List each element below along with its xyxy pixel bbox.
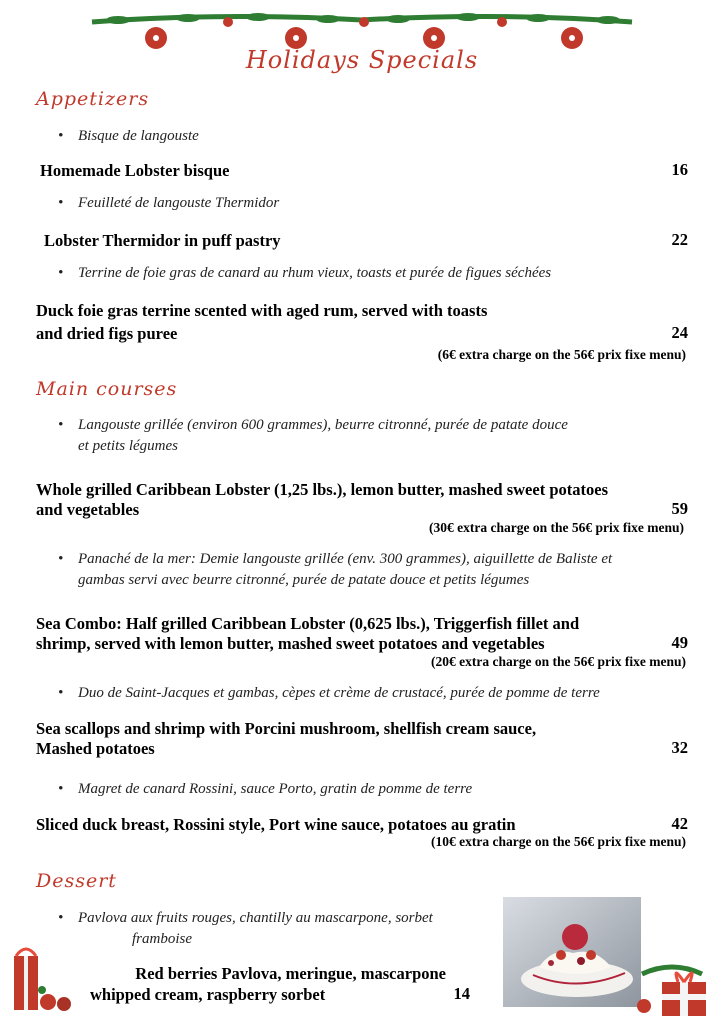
section-heading-appetizers: Appetizers xyxy=(36,88,150,110)
menu-item-french-description: • Bisque de langouste xyxy=(58,128,199,144)
menu-item-french-description: • Magret de canard Rossini, sauce Porto, gratin de pomme de terre xyxy=(58,781,473,797)
menu-item-english-name: Duck foie gras terrine scented with aged rum, served with toasts xyxy=(36,301,488,320)
menu-item-english-name: Red berries Pavlova, meringue, mascarpone xyxy=(135,964,446,983)
menu-item-english-name: Homemade Lobster bisque xyxy=(40,161,230,180)
supplement-note: (20€ extra charge on the 56€ prix fixe menu) xyxy=(431,654,686,669)
menu-item-english-name: Sliced duck breast, Rossini style, Port wine sauce, potatoes au gratin xyxy=(36,815,516,834)
menu-item-english-name: Sea Combo: Half grilled Caribbean Lobster (0,625 lbs.), Triggerfish fillet and xyxy=(36,614,580,633)
supplement-note: (6€ extra charge on the 56€ prix fixe menu) xyxy=(437,347,686,362)
menu-item-price: 24 xyxy=(671,323,688,342)
menu-item-french-description-continued: et petits légumes xyxy=(78,438,178,454)
menu-item-price: 32 xyxy=(671,738,688,757)
menu-item-english-name-continued: Mashed potatoes xyxy=(36,739,155,758)
supplement-note: (10€ extra charge on the 56€ prix fixe menu) xyxy=(431,834,686,849)
menu-item-english-name-continued: shrimp, served with lemon butter, mashed sweet potatoes and vegetables xyxy=(36,634,545,653)
menu-item-english-name-continued: whipped cream, raspberry sorbet xyxy=(90,985,326,1004)
menu-item-english-name-continued: and vegetables xyxy=(36,500,140,519)
section-heading-dessert: Dessert xyxy=(36,870,117,892)
menu-item-french-description: • Pavlova aux fruits rouges, chantilly au mascarpone, sorbet xyxy=(58,910,433,926)
menu-item-french-description: • Feuilleté de langouste Thermidor xyxy=(58,195,280,211)
menu-title: Holidays Specials xyxy=(245,46,479,74)
menu-item-price: 49 xyxy=(671,633,688,652)
menu-item-price: 22 xyxy=(671,230,688,249)
menu-item-english-name: Lobster Thermidor in puff pastry xyxy=(44,231,281,250)
menu-item-french-description-continued: framboise xyxy=(132,931,192,947)
supplement-note: (30€ extra charge on the 56€ prix fixe menu) xyxy=(429,520,684,535)
menu-item-price: 14 xyxy=(453,984,470,1003)
menu-item-french-description: • Langouste grillée (environ 600 grammes), beurre citronné, purée de patate douce xyxy=(58,417,568,433)
menu-item-price: 16 xyxy=(671,160,688,179)
menu-item-french-description: • Panaché de la mer: Demie langouste grillée (env. 300 grammes), aiguillette de Baliste et xyxy=(58,551,613,567)
christmas-gift-decoration-icon xyxy=(632,954,718,1016)
menu-item-french-description: • Duo de Saint-Jacques et gambas, cèpes et crème de crustacé, purée de pomme de terre xyxy=(58,685,600,701)
menu-item-price: 59 xyxy=(671,499,688,518)
menu-item-english-name: Sea scallops and shrimp with Porcini mushroom, shellfish cream sauce, xyxy=(36,719,537,738)
menu-item-english-name-continued: and dried figs puree xyxy=(36,324,178,343)
menu-item-english-name: Whole grilled Caribbean Lobster (1,25 lbs.), lemon butter, mashed sweet potatoes xyxy=(36,480,608,499)
section-heading-main-courses: Main courses xyxy=(36,378,178,400)
menu-item-french-description: • Terrine de foie gras de canard au rhum vieux, toasts et purée de figues séchées xyxy=(58,265,552,281)
menu-item-french-description-continued: gambas servi avec beurre citronné, purée de patate douce et petits légumes xyxy=(78,572,530,588)
menu-item-price: 42 xyxy=(671,814,688,833)
pavlova-dessert-photo xyxy=(503,897,641,1007)
christmas-gift-decoration-icon xyxy=(8,942,78,1012)
